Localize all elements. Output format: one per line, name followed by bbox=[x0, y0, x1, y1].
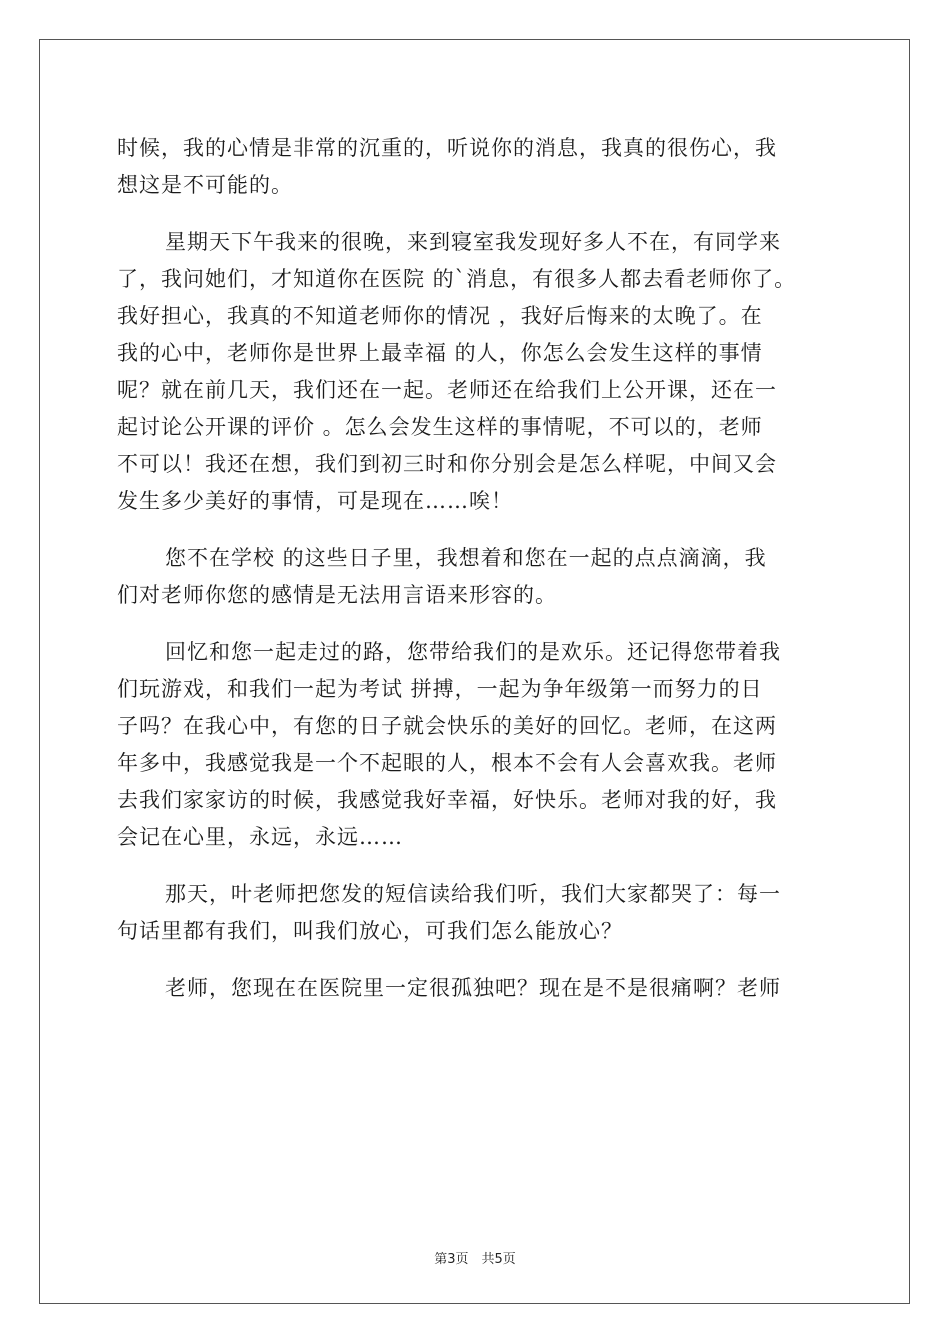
paragraph bbox=[117, 540, 837, 614]
text-line: 不可以！我还在想，我们到初三时和你分别会是怎么样呢，中间又会 bbox=[117, 452, 777, 476]
text-line: 去我们家家访的时候，我感觉我好幸福，好快乐。老师对我的好，我 bbox=[117, 788, 777, 812]
text-line: 子吗？在我心中，有您的日子就会快乐的美好的回忆。老师，在这两 bbox=[117, 714, 777, 738]
text-line: 我的心中，老师你是世界上最幸福 的人，你怎么会发生这样的事情 bbox=[117, 341, 763, 365]
text-line: 发生多少美好的事情，可是现在……唉！ bbox=[117, 489, 513, 513]
text-line: 想这是不可能的。 bbox=[117, 173, 293, 197]
text-line: 您不在学校 的这些日子里，我想着和您在一起的点点滴滴，我 bbox=[165, 546, 767, 570]
page-number-footer: 第3页 共5页 bbox=[434, 1252, 516, 1267]
document-body bbox=[117, 130, 837, 1007]
text-line: 老师，您现在在医院里一定很孤独吧？现在是不是很痛啊？老师 bbox=[165, 976, 781, 1000]
text-line: 星期天下午我来的很晚，来到寝室我发现好多人不在，有同学来 bbox=[165, 230, 781, 254]
text-line: 会记在心里，永远，永远…… bbox=[117, 825, 403, 849]
text-line: 那天，叶老师把您发的短信读给我们听，我们大家都哭了：每一 bbox=[165, 882, 781, 906]
text-line: 我好担心，我真的不知道老师你的情况 ，我好后悔来的太晚了。在 bbox=[117, 304, 763, 328]
text-line: 们对老师你您的感情是无法用言语来形容的。 bbox=[117, 583, 557, 607]
text-line: 了，我问她们，才知道你在医院 的`消息，有很多人都去看老师你了。 bbox=[117, 267, 797, 291]
paragraph bbox=[117, 970, 837, 1007]
text-line: 时候，我的心情是非常的沉重的，听说你的消息，我真的很伤心，我 bbox=[117, 136, 777, 160]
text-line: 句话里都有我们，叫我们放心，可我们怎么能放心？ bbox=[117, 919, 623, 943]
text-line: 呢？就在前几天，我们还在一起。老师还在给我们上公开课，还在一 bbox=[117, 378, 777, 402]
paragraph bbox=[117, 876, 837, 950]
text-line: 回忆和您一起走过的路，您带给我们的是欢乐。还记得您带着我 bbox=[165, 640, 781, 664]
text-line: 们玩游戏，和我们一起为考试 拼搏，一起为争年级第一而努力的日 bbox=[117, 677, 763, 701]
paragraph bbox=[117, 634, 837, 856]
text-line: 起讨论公开课的评价 。怎么会发生这样的事情呢，不可以的，老师 bbox=[117, 415, 763, 439]
paragraph bbox=[117, 130, 837, 204]
paragraph bbox=[117, 224, 837, 520]
text-line: 年多中，我感觉我是一个不起眼的人，根本不会有人会喜欢我。老师 bbox=[117, 751, 777, 775]
